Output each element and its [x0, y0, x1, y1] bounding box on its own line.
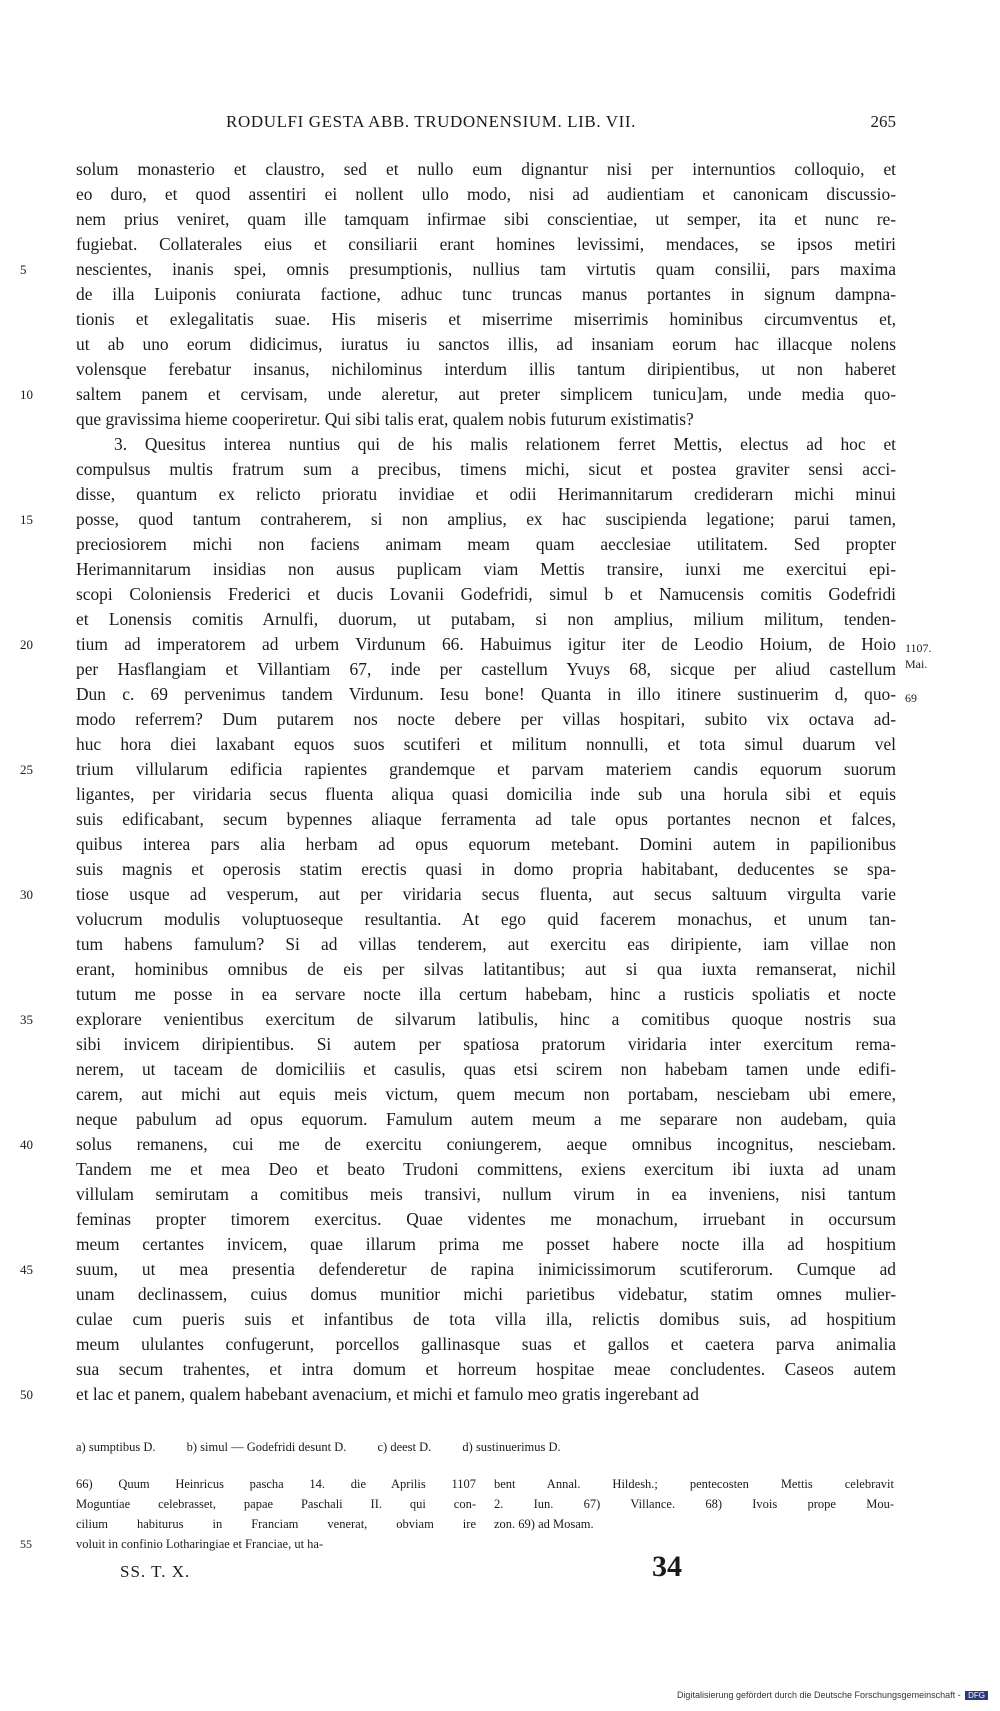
footnote-b: b) simul — Godefridi desunt D.: [186, 1440, 347, 1454]
line-text: compulsus multis fratrum sum a precibus, timens michi, sicut et postea graviter sensi acci-: [76, 459, 896, 479]
note-text: cilium habiturus in Franciam venerat, obviam ire: [76, 1517, 476, 1531]
line-text: suum, ut mea presentia defenderetur de rapina inimicissimorum scutiferorum. Cumque ad: [76, 1259, 896, 1279]
text-line: [20, 382, 896, 407]
note-line: [76, 1514, 476, 1534]
text-line: [76, 557, 896, 582]
line-text: et Lonensis comitis Arnulfi, duorum, ut putabam, si non amplius, milium militum, tenden-: [76, 609, 896, 629]
text-line: [76, 982, 896, 1007]
line-text: 3. Quesitus interea nuntius qui de his malis relationem ferret Mettis, electus ad hoc et: [114, 434, 896, 454]
margin-note-month: Mai.: [905, 657, 928, 671]
text-line: [76, 1232, 896, 1257]
notes-left-column: [20, 1474, 476, 1554]
line-text: Dun c. 69 pervenimus tandem Virdunum. Iesu bone! Quanta in illo itinere sustinuerim d, quo-: [76, 684, 896, 704]
text-line: [20, 1007, 896, 1032]
line-text: disse, quantum ex relicto prioratu invidiae et odii Herimannitarum crediderarn michi minui: [76, 484, 896, 504]
text-line: [76, 457, 896, 482]
margin-note-ref: 69: [905, 691, 917, 705]
text-line: [76, 282, 896, 307]
text-line: [20, 257, 896, 282]
note-line: 2. Iun. 67) Villance. 68) Ivois prope Mou-: [494, 1497, 894, 1511]
line-text: suis edificabant, secum bypennes aliaque ferramenta ad tale opus portantes necnon et falces,: [76, 809, 896, 829]
note-text: Moguntiae celebrasset, papae Paschali II. qui con-: [76, 1497, 476, 1511]
note-text: 66) Quum Heinricus pascha 14. die Aprilis 1107: [76, 1477, 476, 1491]
line-text: scopi Coloniensis Frederici et ducis Lovanii Godefridi, simul b et Namucensis comitis Godefridi: [76, 584, 896, 604]
footnote-d: d) sustinuerimus D.: [462, 1440, 561, 1454]
text-line: [76, 432, 896, 457]
text-line: [76, 1157, 896, 1182]
text-line: [76, 807, 896, 832]
digitization-credit: [677, 1690, 988, 1700]
text-line: [76, 1032, 896, 1057]
text-line: [76, 482, 896, 507]
text-line: [20, 1382, 896, 1407]
note-line: [76, 1474, 476, 1494]
text-line: [76, 1182, 896, 1207]
line-text: tiose usque ad vesperum, aut per viridaria secus fluenta, aut secus saltuum virgulta varie: [76, 884, 896, 904]
text-line: [76, 707, 896, 732]
text-line: [76, 157, 896, 182]
dfg-logo: DFG: [965, 1691, 988, 1700]
sheet-number: 34: [652, 1550, 682, 1583]
line-text: sua secum trahentes, et intra domum et horreum hospitae meae concludentes. Caseos autem: [76, 1359, 896, 1379]
line-text: quibus interea pars alia herbam ad opus equorum metebant. Domini autem in papilionibus: [76, 834, 896, 854]
line-number: 20: [20, 637, 33, 652]
footnote-c: c) deest D.: [377, 1440, 432, 1454]
line-text: trium villularum edificia rapientes grandemque et parvam materiem candis equorum suorum: [76, 759, 896, 779]
line-text: tutum me posse in ea servare nocte illa certum habebam, hinc a rusticis spoliatis et nocte: [76, 984, 896, 1004]
line-text: neque pabulum ad opus equorum. Famulum autem meum a me separare non audebam, quia: [76, 1109, 896, 1129]
line-number: 35: [20, 1012, 33, 1027]
line-text: carem, aut michi aut equis meis victum, quem mecum non portabam, nesciebam ubi emere,: [76, 1084, 896, 1104]
line-text: et lac et panem, qualem habebant avenacium, et michi et famulo meo gratis ingerebant ad: [76, 1384, 699, 1404]
note-line: [20, 1534, 476, 1554]
line-text: tionis et exlegalitatis suae. His miseris et miserrime miserrimis hominibus circumventus et,: [76, 309, 896, 329]
margin-note-year: 1107.: [905, 641, 932, 655]
text-line: [20, 507, 896, 532]
text-line: [76, 1057, 896, 1082]
text-line: [76, 832, 896, 857]
line-number: 5: [20, 262, 27, 277]
line-text: tum habens famulum? Si ad villas tenderem, aut exercitu eas diripiente, iam villae non: [76, 934, 896, 954]
text-line: [76, 332, 896, 357]
credit-text: Digitalisierung gefördert durch die Deutsche Forschungsgemeinschaft -: [676, 1690, 961, 1700]
running-title: RODULFI GESTA ABB. TRUDONENSIUM. LIB. VII.: [226, 112, 636, 131]
signature-mark: SS. T. X.: [120, 1562, 191, 1581]
line-text: explorare venientibus exercitum de silvarum latibulis, hinc a comitibus quoque nostris sua: [76, 1009, 896, 1029]
line-text: ut ab uno eorum didicimus, iuratus iu sanctos illis, ad insaniam eorum hac illacque nolens: [76, 334, 896, 354]
line-text: eo duro, et quod assentiri ei nollent ullo modo, nisi ad audientiam et canonicam discussio-: [76, 184, 896, 204]
text-line: [76, 857, 896, 882]
line-text: posse, quod tantum contraherem, si non amplius, ex hac suscipienda legatione; parui tamen,: [76, 509, 896, 529]
note-line: bent Annal. Hildesh.; pentecosten Mettis celebravit: [494, 1477, 894, 1491]
running-header: [76, 112, 896, 136]
line-text: culae cum pueris suis et infantibus de tota villa illa, relictis domibus suis, ad hospitium: [76, 1309, 896, 1329]
note-line: [76, 1494, 476, 1514]
line-number: 25: [20, 762, 33, 777]
text-line: [76, 207, 896, 232]
line-number: 40: [20, 1137, 33, 1152]
line-text: Herimannitarum insidias non ausus puplicam viam Mettis transire, iunxi me exercitui epi-: [76, 559, 896, 579]
text-line: [76, 732, 896, 757]
line-number: 45: [20, 1262, 33, 1277]
notes-right-column: [494, 1474, 894, 1534]
line-text: volucrum modulis voluptuoseque resultantia. At ego quid facerem monachus, et unum tan-: [76, 909, 896, 929]
text-line: [76, 582, 896, 607]
text-line: [76, 232, 896, 257]
line-text: solus remanens, cui me de exercitu coniungerem, aeque omnibus incognitus, nesciebam.: [76, 1134, 896, 1154]
line-number: 50: [20, 1387, 33, 1402]
footnote-a: a) sumptibus D.: [76, 1440, 156, 1454]
line-text: suis magnis et operosis statim erectis quasi in domo propria habitabant, deducentes se spa-: [76, 859, 896, 879]
note-line: zon. 69) ad Mosam.: [494, 1517, 594, 1531]
text-line: [76, 1107, 896, 1132]
text-line: [76, 182, 896, 207]
text-line: [20, 757, 896, 782]
text-line: [76, 682, 896, 707]
line-text: que gravissima hieme cooperiretur. Qui sibi talis erat, qualem nobis futurum existimatis?: [76, 409, 694, 429]
line-text: unam declinassem, cuius domus munitior michi parietibus videbatur, statim omnes mulier-: [76, 1284, 896, 1304]
line-text: nem prius veniret, quam ille tamquam infirmae sibi conscientiae, ut semper, ita et nunc re-: [76, 209, 896, 229]
text-line: [76, 307, 896, 332]
line-number: 10: [20, 387, 33, 402]
text-line: [76, 1357, 896, 1382]
line-text: meum ululantes confugerunt, porcellos gallinasque suas et gallos et caetera parva animalia: [76, 1334, 896, 1354]
line-text: erant, hominibus omnibus de eis per silvas latitantibus; aut si qua iuxta remanserat, nichil: [76, 959, 896, 979]
line-number: 30: [20, 887, 33, 902]
line-text: modo referrem? Dum putarem nos nocte debere per villas hospitari, subito vix octava ad-: [76, 709, 896, 729]
line-text: saltem panem et cervisam, unde aleretur, aut preter simplicem tunicu]am, unde media quo-: [76, 384, 896, 404]
line-text: huc hora diei laxabant equos suos scutiferi et militum nonnulli, et tota simul duarum vel: [76, 734, 896, 754]
text-line: [76, 1332, 896, 1357]
text-line: [20, 882, 896, 907]
line-text: preciosiorem michi non faciens animam meam quam aecclesiae utilitatem. Sed propter: [76, 534, 896, 554]
text-line: [20, 1257, 896, 1282]
text-line: [20, 632, 896, 657]
line-text: fugiebat. Collaterales eius et consiliarii erant homines levissimi, mendaces, se ipsos metiri: [76, 234, 896, 254]
line-text: Tandem me et mea Deo et beato Trudoni committens, exiens exercitum ibi iuxta ad unam: [76, 1159, 896, 1179]
text-line: [76, 407, 896, 432]
line-text: meum certantes invicem, quae illarum prima me posset habere nocte illa ad hospitium: [76, 1234, 896, 1254]
line-number: 55: [20, 1537, 32, 1551]
critical-apparatus: [76, 1440, 896, 1455]
text-line: [20, 1132, 896, 1157]
line-text: feminas propter timorem exercitus. Quae videntes me monachum, irruebant in occursum: [76, 1209, 896, 1229]
text-line: [76, 782, 896, 807]
line-text: sibi invicem diripientibus. Si autem per spatiosa pratorum viridaria inter exercitum rema-: [76, 1034, 896, 1054]
text-line: [76, 357, 896, 382]
line-text: per Hasflangiam et Villantiam 67, inde per castellum Yvuys 68, sicque per aliud castellum: [76, 659, 896, 679]
line-text: solum monasterio et claustro, sed et nullo eum dignantur nisi per internuntios colloquio, et: [76, 159, 896, 179]
line-text: nerem, ut taceam de domiciliis et casulis, quas etsi scirem non habebam tamen unde edifi-: [76, 1059, 896, 1079]
text-line: [76, 1282, 896, 1307]
text-line: [76, 957, 896, 982]
line-text: volensque ferebatur insanus, nichilominus interdum illis tantum diripientibus, ut non haberet: [76, 359, 896, 379]
line-text: villulam semirutam a comitibus meis transivi, nullum virum in ea inveniens, nisi tantum: [76, 1184, 896, 1204]
text-line: [76, 907, 896, 932]
text-line: [76, 932, 896, 957]
line-text: nescientes, inanis spei, omnis presumptionis, nullius tam virtutis quam consilii, pars maxima: [76, 259, 896, 279]
note-text: voluit in confinio Lotharingiae et Franciae, ut ha-: [76, 1537, 324, 1551]
main-text: [20, 157, 896, 1407]
text-line: [76, 532, 896, 557]
text-line: [76, 657, 896, 682]
line-text: de illa Luiponis coniurata factione, adhuc tunc truncas manus portantes in signum dampna-: [76, 284, 896, 304]
text-line: [76, 1082, 896, 1107]
text-line: [76, 1307, 896, 1332]
line-text: tium ad imperatorem ad urbem Virdunum 66. Habuimus igitur iter de Leodio Hoium, de Hoio: [76, 634, 896, 654]
line-text: ligantes, per viridaria secus fluenta aliqua quasi domicilia inde sub una horula sibi et equis: [76, 784, 896, 804]
text-line: [76, 607, 896, 632]
page-number: 265: [870, 112, 896, 131]
text-line: [76, 1207, 896, 1232]
line-number: 15: [20, 512, 33, 527]
